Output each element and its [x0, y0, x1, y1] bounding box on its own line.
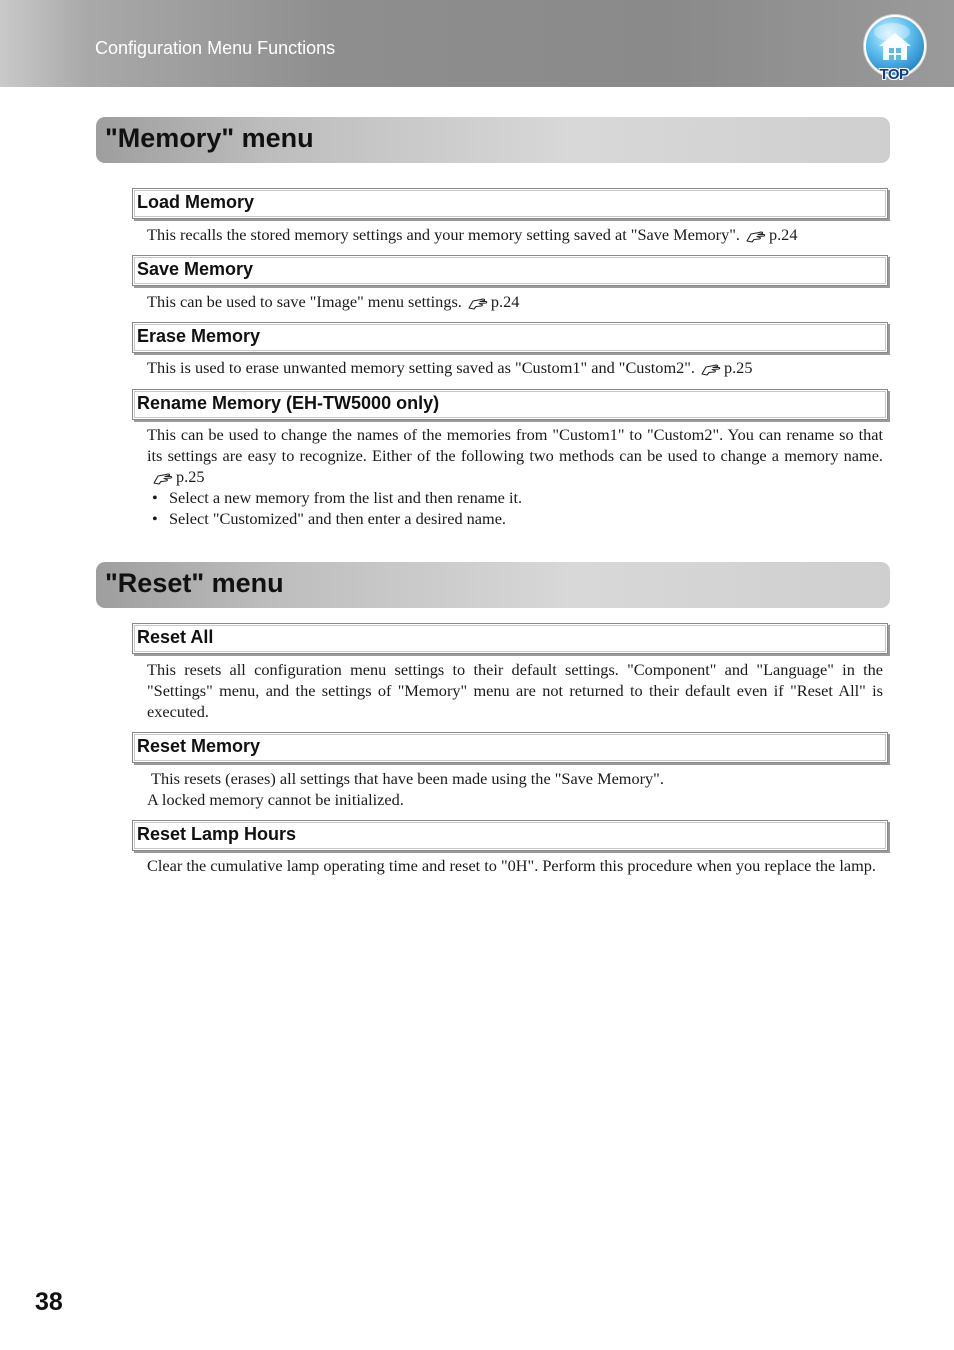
list-item: • Select "Customized" and then enter a desired name.: [147, 508, 883, 529]
erase-memory-heading-box: [132, 322, 888, 353]
save-memory-text: This can be used to save "Image" menu settings.: [147, 292, 462, 311]
rename-memory-title: Rename Memory (EH-TW5000 only): [137, 393, 440, 413]
rename-memory-page-link[interactable]: [147, 467, 205, 486]
erase-memory-page-ref: p.25: [723, 358, 753, 377]
load-memory-text: This recalls the stored memory settings and your memory setting saved at "Save Memory".: [147, 225, 740, 244]
reset-lamp-hours-description: Clear the cumulative lamp operating time and reset to "0H". Perform this procedure when you replace the lamp.: [147, 856, 876, 875]
reset-memory-line2: A locked memory cannot be initialized.: [147, 790, 404, 809]
memory-menu-banner: [96, 117, 890, 163]
reset-all-description: This resets all configuration menu settings to their default settings. "Component" and "Language" in the "Settings" menu, and the settings of "Memory" menu are not returned to their default even if "Reset All" is executed.: [147, 660, 883, 721]
save-memory-title: Save Memory: [137, 259, 254, 279]
page-header: [0, 0, 954, 87]
pointing-hand-icon: [468, 296, 488, 310]
rename-memory-page-ref: p.25: [176, 467, 205, 486]
reset-memory-description: [147, 768, 883, 810]
rename-memory-paragraph: [147, 424, 883, 487]
load-memory-title: Load Memory: [137, 192, 255, 212]
load-memory-description: [147, 224, 883, 245]
save-memory-heading-box: [132, 255, 888, 286]
reset-memory-title: Reset Memory: [137, 736, 261, 756]
rename-memory-description: [147, 424, 883, 529]
pointing-hand-icon: [746, 229, 766, 243]
header-title: Configuration Menu Functions: [95, 38, 336, 58]
rename-memory-heading-box: [132, 389, 888, 420]
save-memory-page-link[interactable]: [462, 292, 520, 311]
reset-lamp-hours-title: Reset Lamp Hours: [137, 824, 297, 844]
reset-all-title: Reset All: [137, 627, 214, 647]
reset-lamp-hours-heading-box: [132, 820, 888, 851]
rename-memory-text: This can be used to change the names of the memories from "Custom1" to "Custom2". You can rename so that its settings are easy to recognize. Either of the following two methods can be used to change a memory name.: [147, 425, 883, 465]
load-memory-page-ref: p.24: [768, 225, 798, 244]
top-button[interactable]: [860, 12, 930, 86]
save-memory-page-ref: p.24: [490, 292, 520, 311]
erase-memory-text: This is used to erase unwanted memory setting saved as "Custom1" and "Custom2".: [147, 358, 695, 377]
erase-memory-description: [147, 357, 883, 378]
load-memory-heading-box: [132, 188, 888, 219]
pointing-hand-icon: [701, 362, 721, 376]
reset-memory-line1: This resets (erases) all settings that have been made using the "Save Memory".: [151, 769, 664, 788]
reset-menu-banner: [96, 562, 890, 608]
pointing-hand-icon: [153, 471, 173, 485]
reset-memory-heading-box: [132, 732, 888, 763]
page-number: 38: [35, 1288, 63, 1316]
erase-memory-page-link[interactable]: [695, 358, 753, 377]
top-button-label: TOP: [879, 66, 909, 83]
reset-menu-title: "Reset" menu: [105, 568, 284, 598]
load-memory-page-link[interactable]: [740, 225, 798, 244]
reset-all-heading-box: [132, 623, 888, 654]
list-item: • Select a new memory from the list and then rename it.: [147, 487, 883, 508]
save-memory-description: [147, 291, 883, 312]
memory-menu-title: "Memory" menu: [105, 123, 314, 153]
erase-memory-title: Erase Memory: [137, 326, 261, 346]
